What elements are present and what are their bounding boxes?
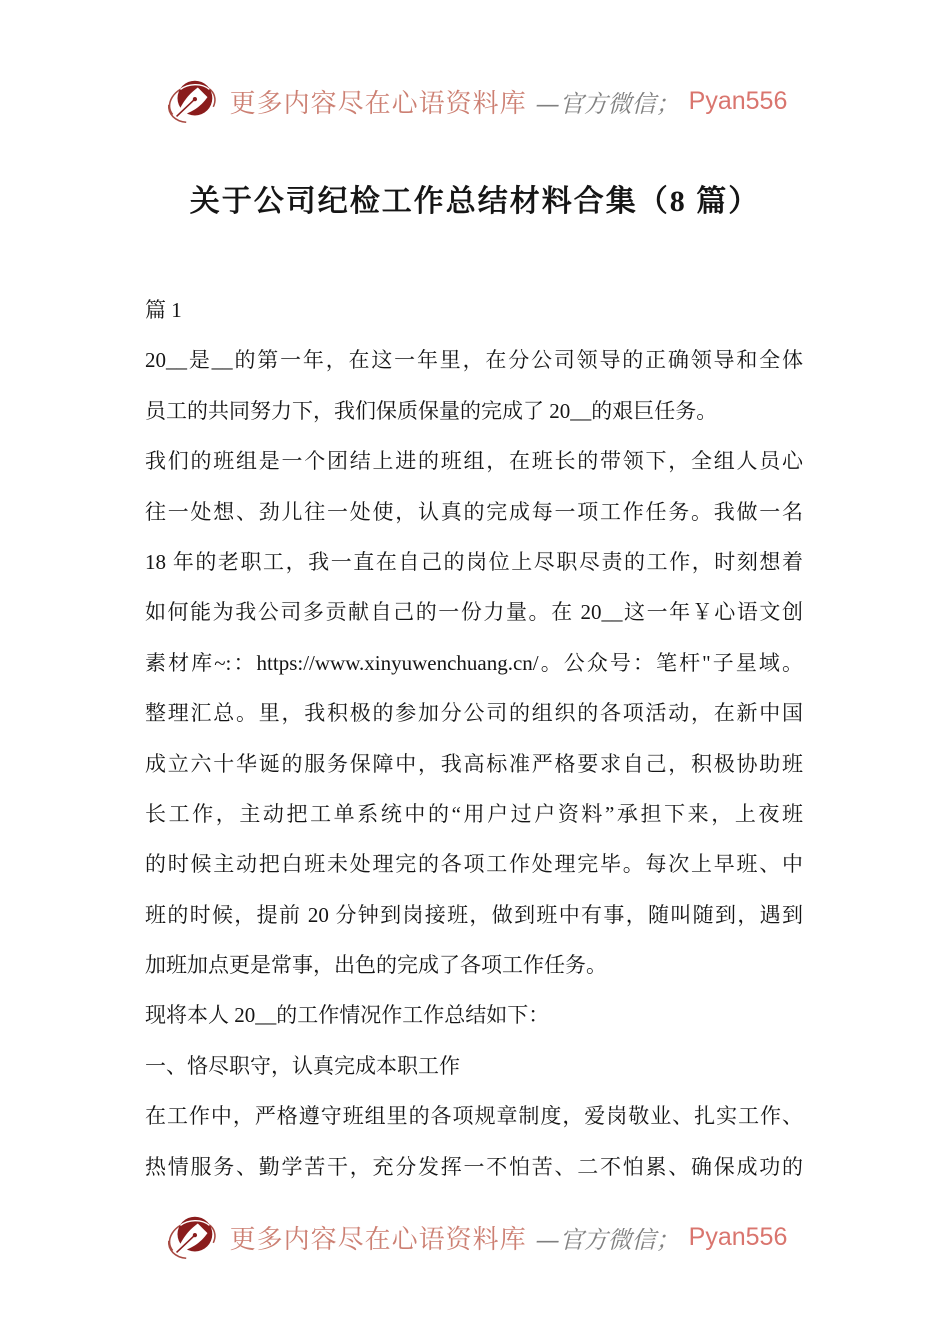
- document-line: 成立六十华诞的服务保障中，我高标准严格要求自己，积极协助班: [145, 751, 803, 776]
- document-line: 现将本人 20__的工作情况作工作总结如下：: [145, 1003, 550, 1028]
- document-line: 热情服务、勤学苦干，充分发挥一不怕苦、二不怕累、确保成功的: [145, 1154, 803, 1179]
- document-line: 员工的共同努力下，我们保质保量的完成了 20__的艰巨任务。: [145, 398, 718, 423]
- document-body: [145, 285, 803, 1192]
- document-line: 20__是__的第一年，在这一年里，在分公司领导的正确领导和全体: [145, 348, 803, 373]
- document-line: 一、恪尽职守，认真完成本职工作: [145, 1053, 460, 1078]
- document-line: 素材库~:：https://www.xinyuwenchuang.cn/。公众号：笔杆"子星域。: [145, 650, 803, 675]
- document-line: 班的时候，提前 20 分钟到岗接班，做到班中有事，随叫随到，遇到: [145, 902, 803, 927]
- pen-nib-logo-icon: [163, 72, 221, 130]
- document-line: 长工作，主动把工单系统中的“用户过户资料”承担下来，上夜班: [145, 801, 803, 826]
- document-line: 加班加点更是常事，出色的完成了各项工作任务。: [145, 953, 607, 978]
- document-title: 关于公司纪检工作总结材料合集（8 篇）: [189, 185, 761, 218]
- document-line: 如何能为我公司多贡献自己的一份力量。在 20__这一年￥心语文创: [145, 600, 803, 625]
- document-line: 我们的班组是一个团结上进的班组，在班长的带领下，全组人员心: [145, 449, 803, 474]
- footer-watermark: [0, 1208, 950, 1266]
- watermark-wechat-id: Pyan556: [688, 86, 788, 115]
- watermark-wechat-label: —官方微信；: [535, 1225, 680, 1254]
- watermark-wechat-label: —官方微信；: [535, 89, 680, 118]
- document-line: 篇 1: [145, 298, 182, 322]
- document-line: 整理汇总。里，我积极的参加分公司的组织的各项活动，在新中国: [145, 701, 803, 726]
- document-line: 在工作中，严格遵守班组里的各项规章制度，爱岗敬业、扎实工作、: [145, 1104, 803, 1129]
- document-line: 往一处想、劲儿往一处使，认真的完成每一项工作任务。我做一名: [145, 499, 803, 524]
- header-watermark: [0, 72, 950, 130]
- watermark-brand-text: 更多内容尽在心语资料库: [229, 88, 527, 118]
- watermark-wechat-id: Pyan556: [688, 1222, 788, 1251]
- document-line: 18 年的老职工，我一直在自己的岗位上尽职尽责的工作，时刻想着: [145, 549, 803, 574]
- pen-nib-logo-icon: [163, 1208, 221, 1266]
- watermark-brand-text: 更多内容尽在心语资料库: [229, 1224, 527, 1254]
- document-line: 的时候主动把白班未处理完的各项工作处理完毕。每次上早班、中: [145, 852, 803, 877]
